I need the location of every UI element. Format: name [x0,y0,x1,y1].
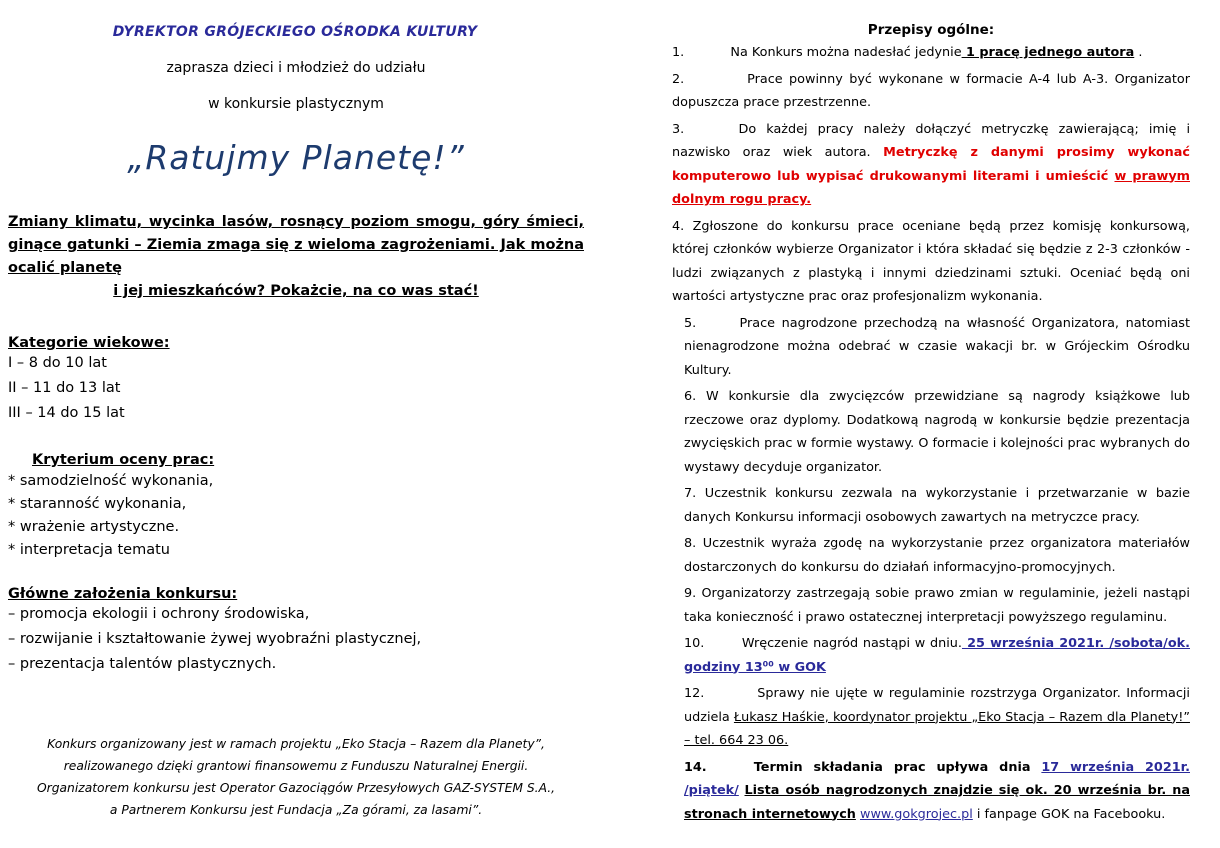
goal-item: – promocja ekologii i ochrony środowiska, [8,606,310,622]
rule-6: 6. W konkursie dla zwycięzców przewidziane są nagrody książkowe lub rzeczowe oraz dyplomy. Dodatkową nagrodą w konkursie będzie prezentacja zwycięskich prac w formie wystawy. O formacie i kolejności prac wybranych do wystawy decyduje organizator. [684,389,1190,475]
rule-14 [672,756,1190,827]
intro-paragraph [8,211,584,303]
contest-title: „Ratujmy Planetę!” [127,138,465,177]
rule-date: 25 września 2021r. /sobota/ok. godziny 13⁰⁰ w GOK [684,636,1190,675]
rule-10 [672,632,1190,679]
footer-note [8,733,584,821]
rule-number: 5. [684,315,697,331]
director-heading: DYREKTOR GRÓJECKIEGO OŚRODKA KULTURY [112,24,478,40]
footer-line: Organizatorem konkursu jest Operator Gazociągów Przesyłowych GAZ-SYSTEM S.A., [36,781,556,795]
goal-item: – prezentacja talentów plastycznych. [8,656,277,672]
rule-number: 1. [672,45,685,60]
rule-8: 8. Uczestnik wyraża zgodę na wykorzystanie przez organizatora materiałów dostarczonych do konkursu do działań informacyjno-promocyjnych. [684,536,1190,575]
rule-warning: Metryczkę z danymi prosimy wykonać komputerowo lub wypisać drukowanymi literami i umieścić [672,145,1191,184]
criteria-item: * samodzielność wykonania, [8,473,214,489]
rule-7: 7. Uczestnik konkursu zezwala na wykorzystanie i przetwarzanie w bazie danych Konkursu informacji osobowych zawartych na metryczce pracy. [684,486,1190,525]
intro-last: i jej mieszkańców? Pokażcie, na co was stać! [113,283,479,299]
website-link[interactable]: www.gokgrojec.pl [859,806,973,822]
right-column [672,0,1190,826]
rule-1 [672,41,1190,65]
rule-results-info: Lista osób nagrodzonych znajdzie się ok. 20 września br. na stronach internetowych [684,783,1190,822]
age-item: I – 8 do 10 lat [8,355,107,371]
criteria-heading: Kryterium oceny prac: [32,452,215,468]
criteria-item: * interpretacja tematu [8,542,170,558]
rule-text: Na Konkurs można nadesłać jedynie [730,45,962,60]
rule-highlight: 1 pracę jednego autora [961,45,1135,60]
rule-3 [672,118,1190,212]
rule-warning-underlined: w prawym dolnym rogu pracy. [672,168,1190,207]
rule-number: 10. [684,636,705,651]
intro-main: Zmiany klimatu, wycinka lasów, rosnący poziom smogu, góry śmieci, ginące gatunki – Ziemia zmaga się z wieloma zagrożeniami. Jak można ocalić planetę [8,214,584,276]
rule-4: 4. Zgłoszone do konkursu prace oceniane będą przez komisję konkursową, której członków wybierze Organizator i która składać się będzie z 2-3 członków - ludzi związanych z plastyką i innymi dziedzinami sztuki. Oceniać będą oni wartości artystyczne prac oraz profesjonalizm wykonania. [672,218,1190,304]
rule-text: Wręczenie nagród nastąpi w dniu. [741,636,962,651]
rule-number: 12. [684,686,705,701]
goals-list [8,602,584,677]
footer-line: realizowanego dzięki grantowi finansowemu z Funduszu Naturalnej Energii. [63,759,529,773]
footer-line: a Partnerem Konkursu jest Fundacja „Za górami, za lasami”. [109,803,483,817]
rules-heading: Przepisy ogólne: [867,22,995,38]
rule-5 [672,312,1190,383]
age-item: III – 14 do 15 lat [8,405,125,421]
rule-text: Do każdej pracy należy dołączyć metryczkę zawierającą; imię i nazwisko oraz wiek autora. [672,121,1191,160]
rule-2 [672,68,1190,115]
left-column [8,0,584,821]
rule-text: Termin składania prac upływa dnia [753,759,1042,775]
rule-contact: Łukasz Haśkie, koordynator projektu „Eko Stacja – Razem dla Planety!” – tel. 664 23 06. [684,709,1190,748]
invite-line: zaprasza dzieci i młodzież do udziału [166,60,426,76]
age-categories-list [8,351,584,426]
criteria-item: * wrażenie artystyczne. [8,519,180,535]
criteria-list [8,470,584,562]
age-item: II – 11 do 13 lat [8,380,121,396]
rule-number: 2. [672,71,685,87]
rule-12 [672,682,1190,753]
rule-text: Prace powinny być wykonane w formacie A-4 lub A-3. Organizator dopuszcza prace przestrzenne. [672,71,1190,110]
rule-9: 9. Organizatorzy zastrzegają sobie prawo zmian w regulaminie, jeżeli nastąpi taka konieczność i prawo ostatecznej interpretacji powyższego regulaminu. [684,586,1190,625]
criteria-item: * staranność wykonania, [8,496,187,512]
rule-number: 14. [684,759,707,775]
goals-heading: Główne założenia konkursu: [8,586,238,602]
age-categories-heading: Kategorie wiekowe: [8,335,170,351]
rule-number: 3. [672,121,685,137]
goal-item: – rozwijanie i kształtowanie żywej wyobraźni plastycznej, [8,631,422,647]
rule-text: . [1134,45,1143,60]
rule-deadline: 17 września 2021r. /piątek/ [684,759,1190,798]
footer-line: Konkurs organizowany jest w ramach projektu „Eko Stacja – Razem dla Planety”, [47,737,545,751]
rule-text: Prace nagrodzone przechodzą na własność Organizatora, natomiast nienagrodzone można odebrać w czasie wakacji br. w Grójeckim Ośrodku Kultury. [684,315,1190,378]
rule-text: i fanpage GOK na Facebooku. [972,806,1166,822]
rule-text: Sprawy nie ujęte w regulaminie rozstrzyga Organizator. Informacji udziela [684,686,1190,725]
contest-line: w konkursie plastycznym [208,96,384,112]
